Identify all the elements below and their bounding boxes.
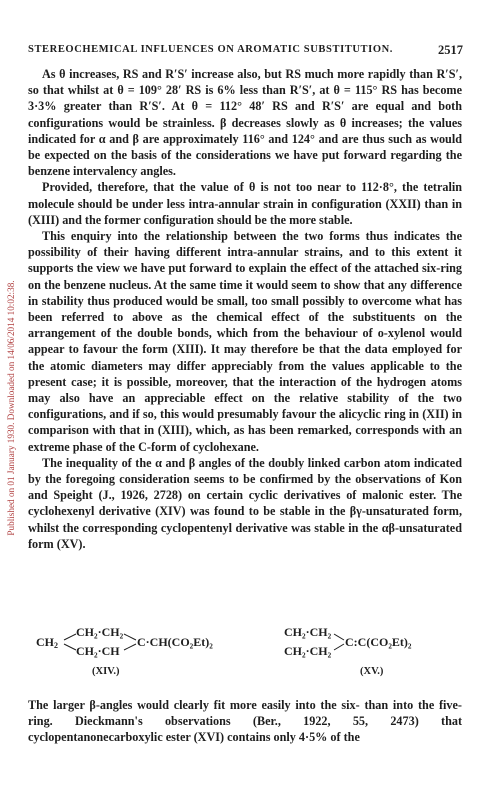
formula-xiv-label: (XIV.) xyxy=(92,666,120,677)
formula-xiv-left-subscript: 2 xyxy=(54,641,58,650)
body-text xyxy=(28,66,462,552)
paragraph-intra-annular-strain: This enquiry into the relationship between the two forms thus indicates the possibility of their having different intra-annular strains, and to this extent it supports the view we have put forward to explain the effect of the attached six-ring on the benzene nucleus. At the same time it would seem to show that any difference in stability thus produced would be small, too small possibly to overcome what has been referred to above as the chemical effect of the substituents on the arrangement of the double bonds, which from the behaviour of o-xylenol would appear to favour the form (XIII). It may therefore be that the data employed for the atomic diameters may differ appreciably from the values applicable to the present case; it is possible, moreover, that the interaction of the hydrogen atoms may also have an appreciable effect on the relative stability of the two configurations, and if so, this would presumably favour the alicyclic ring in (XII) in comparison with that in (XIII), which, as has been remarked, corresponds with an extreme phase of the C-form of cyclohexane. xyxy=(28,229,462,454)
structural-formulas xyxy=(28,626,462,686)
page-number: 2517 xyxy=(438,43,463,57)
download-watermark xyxy=(2,158,20,658)
closing-text xyxy=(28,697,462,746)
formula-xiv-right: C·CH(CO₂Et)₂ xyxy=(137,635,213,649)
running-header xyxy=(28,44,463,60)
formula-xv-label: (XV.) xyxy=(360,666,384,677)
formula-xv-bottom: CH₂·CH₂ xyxy=(284,644,332,658)
paragraph-strain-comparison: As θ increases, RS and R′S′ increase also, but RS much more rapidly than R′S′, so that whilst at θ = 109° 28′ RS is 6% less than R′S′, at θ = 115° RS has become 3·3% greater than R′S′. At θ = 112° 48′ RS and R′S′ are equal and both configurations would be strainless. β decreases slowly as θ increases; the values indicated for α and β are approximately 116° and 124° and are thus such as would be expected on the basis of the considerations we have put forward regarding the benzene intervalency angles. xyxy=(28,67,462,179)
formula-xiv xyxy=(36,626,241,684)
running-title: STEREOCHEMICAL INFLUENCES ON AROMATIC SUBSTITUTION. xyxy=(28,44,394,55)
formula-xiv-top: CH₂·CH₂ xyxy=(76,625,124,639)
formula-xv xyxy=(284,626,462,684)
formula-xv-right: C:C(CO₂Et)₂ xyxy=(345,635,412,649)
paragraph-tetralin-configuration: Provided, therefore, that the value of θ is not too near to 112·8°, the tetralin molecule should be under less intra-annular strain in configuration (XXII) than in (XIII) and the former configuration should be the more stable. xyxy=(28,180,462,227)
formula-xv-top: CH₂·CH₂ xyxy=(284,625,332,639)
formula-xiv-left xyxy=(36,636,58,652)
paragraph-larger-beta-angles: The larger β-angles would clearly fit more easily into the six- than into the five-ring. Dieckmann's observations (Ber., 1922, 55, 2473) that cyclopentanonecarboxylic ester (XVI) contains only 4·5% of the xyxy=(28,698,462,745)
formula-xiv-left-group: CH xyxy=(36,635,54,649)
formula-xiv-bottom: CH₂·CH xyxy=(76,644,120,658)
watermark-text: Published on 01 January 1930. Downloaded on 14/06/2014 10:02:38. xyxy=(6,280,16,536)
paragraph-malonic-ester-derivatives: The inequality of the α and β angles of the doubly linked carbon atom indicated by the foregoing consideration seems to be confirmed by the observations of Kon and Speight (J., 1926, 2728) on certain cyclic derivatives of malonic ester. The cyclohexenyl derivative (XIV) was found to be stable in the βγ-unsaturated form, whilst the corresponding cyclopentenyl derivative was stable in the αβ-unsaturated form (XV). xyxy=(28,455,462,551)
